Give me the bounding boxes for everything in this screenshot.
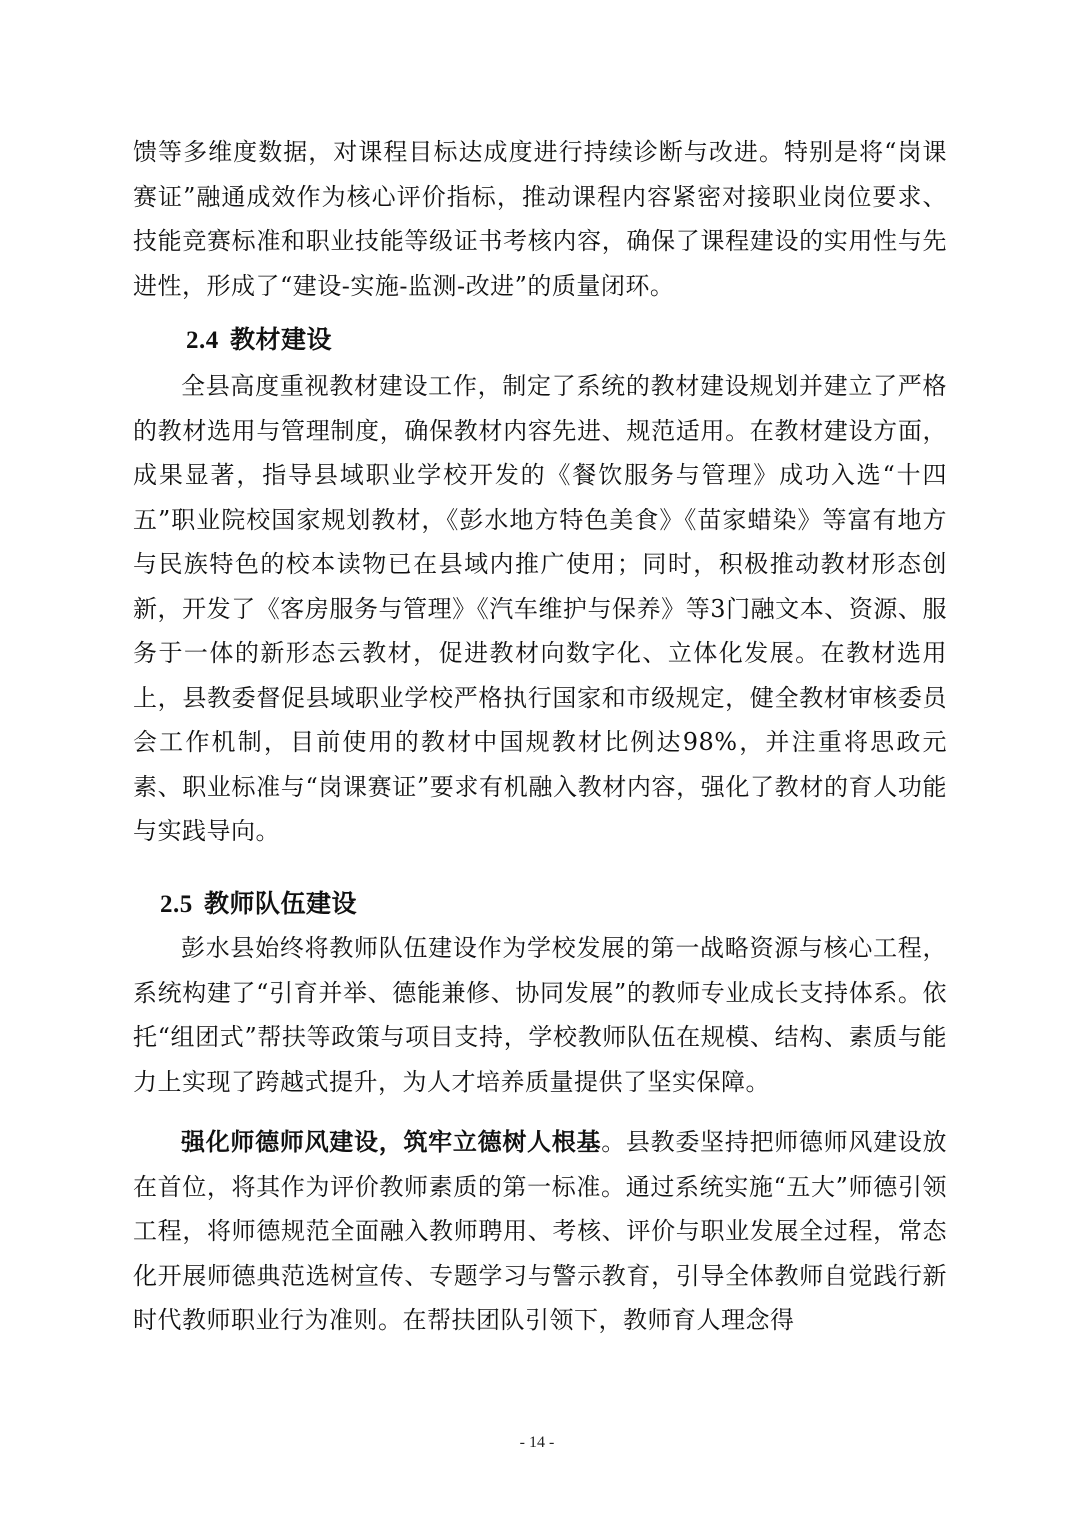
teacher-team-paragraph: 彭水县始终将教师队伍建设作为学校发展的第一战略资源与核心工程，系统构建了“引育并举、德能兼修、协同发展”的教师专业成长支持体系。依托“组团式”帮扶等政策与项目支持，学校教师队伍在规模、结构、素质与能力上实现了跨越式提升，为人才培养质量提供了坚实保障。: [133, 934, 947, 1096]
section-heading-2-5: [160, 882, 357, 927]
section-number: 2.5: [160, 891, 193, 918]
page-number: - 14 -: [519, 1434, 555, 1451]
textbook-paragraph: 全县高度重视教材建设工作，制定了系统的教材建设规划并建立了严格的教材选用与管理制度，确保教材内容先进、规范适用。在教材建设方面，成果显著，指导县域职业学校开发的《餐饮服务与管理》成功入选“十四五”职业院校国家规划教材，《彭水地方特色美食》《苗家蜡染》等富有地方与民族特色的校本读物已在县域内推广使用；同时，积极推动教材形态创新，开发了《客房服务与管理》《汽车维护与保养》等3门融文本、资源、服务于一体的新形态云教材，促进教材向数字化、立体化发展。在教材选用上，县教委督促县域职业学校严格执行国家和市级规定，健全教材审核委员会工作机制，目前使用的教材中国规教材比例达98%，并注重将思政元素、职业标准与“岗课赛证”要求有机融入教材内容，强化了教材的育人功能与实践导向。: [133, 372, 947, 845]
ethics-paragraph: [133, 1120, 947, 1343]
section-title: 教师队伍建设: [203, 889, 357, 918]
intro-paragraph: 馈等多维度数据，对课程目标达成度进行持续诊断与改进。特别是将“岗课赛证”融通成效作为核心评价指标，推动课程内容紧密对接职业岗位要求、技能竞赛标准和职业技能等级证书考核内容，确保了课程建设的实用性与先进性，形成了“建设-实施-监测-改进”的质量闭环。: [133, 138, 947, 300]
ethics-lead: 强化师德师风建设，筑牢立德树人根基: [181, 1127, 602, 1156]
ethics-body: 。县教委坚持把师德师风建设放在首位，将其作为评价教师素质的第一标准。通过系统实施“五大”师德引领工程，将师德规范全面融入教师聘用、考核、评价与职业发展全过程，常态化开展师德典范选树宣传、专题学习与警示教育，引导全体教师自觉践行新时代教师职业行为准则。在帮扶团队引领下，教师育人理念得: [133, 1128, 948, 1334]
section-title: 教材建设: [229, 325, 332, 354]
section-heading-2-4: [186, 318, 332, 363]
section-number: 2.4: [186, 327, 219, 354]
